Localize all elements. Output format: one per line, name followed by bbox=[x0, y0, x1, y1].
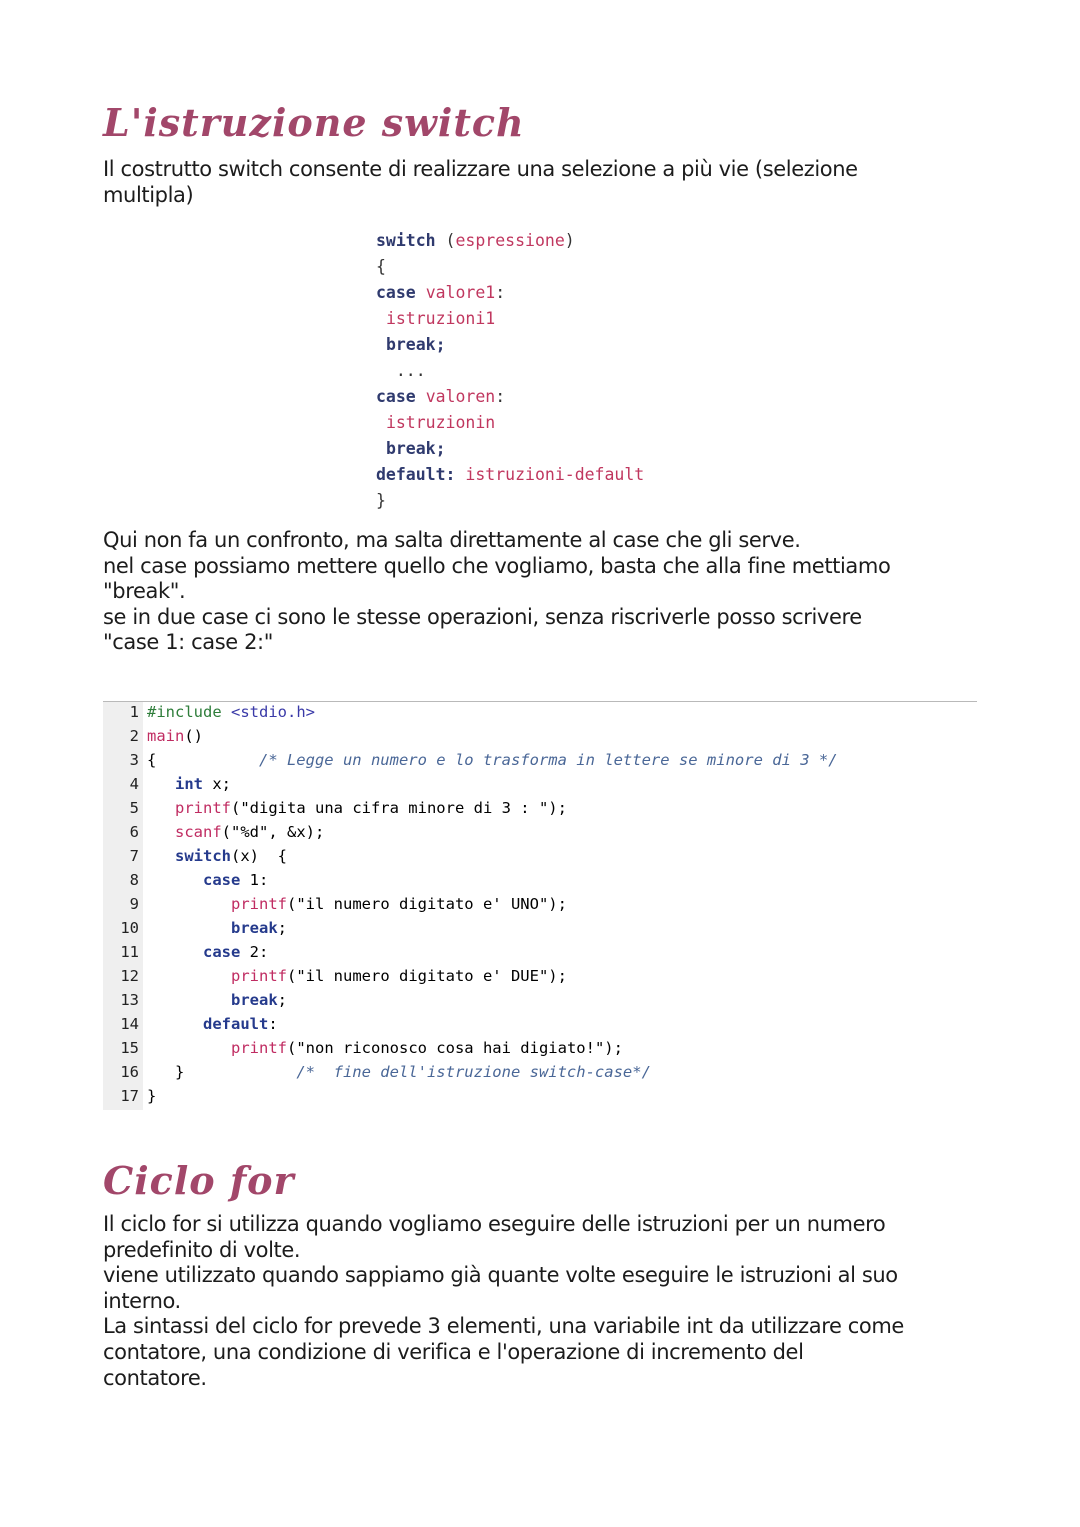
code-line bbox=[103, 823, 324, 847]
code-line bbox=[103, 1039, 623, 1063]
syntax-line: break; bbox=[385, 439, 446, 458]
text-line: se in due case ci sono le stesse operazioni, senza riscriverle posso scrivere bbox=[103, 604, 862, 629]
text-line: contatore. bbox=[103, 1365, 207, 1390]
line-number: 10 bbox=[120, 919, 139, 937]
syntax-line: break; bbox=[385, 335, 446, 354]
code-line bbox=[103, 1015, 278, 1039]
code-line bbox=[103, 1087, 156, 1111]
switch-syntax-block bbox=[376, 228, 644, 514]
text-line: Il costrutto switch consente di realizzare una selezione a più vie (selezione bbox=[103, 157, 858, 181]
code-line bbox=[103, 991, 287, 1015]
line-number: 9 bbox=[129, 895, 139, 913]
line-number: 4 bbox=[129, 775, 139, 793]
code-text: #include <stdio.h> bbox=[147, 703, 315, 721]
line-number: 1 bbox=[129, 703, 139, 721]
line-number: 8 bbox=[129, 871, 139, 889]
text-line: nel case possiamo mettere quello che vogliamo, basta che alla fine mettiamo bbox=[103, 553, 891, 578]
code-line bbox=[103, 871, 268, 895]
text-line: interno. bbox=[103, 1288, 181, 1313]
code-text: } /* fine dell'istruzione switch-case*/ bbox=[147, 1063, 651, 1081]
line-number: 14 bbox=[120, 1015, 139, 1033]
code-text: break; bbox=[231, 991, 288, 1009]
code-line bbox=[103, 943, 268, 967]
code-text: printf("non riconosco cosa hai digiato!"); bbox=[231, 1039, 623, 1057]
syntax-line: istruzioni1 bbox=[385, 309, 496, 328]
line-number: 12 bbox=[120, 967, 139, 985]
code-text: case 1: bbox=[203, 871, 269, 889]
text-line: predefinito di volte. bbox=[103, 1237, 301, 1262]
text-line: Qui non fa un confronto, ma salta direttamente al case che gli serve. bbox=[103, 528, 801, 552]
line-number: 7 bbox=[129, 847, 139, 865]
code-listing bbox=[103, 702, 977, 1110]
code-text: printf("il numero digitato e' DUE"); bbox=[231, 967, 567, 985]
code-line bbox=[103, 751, 838, 775]
syntax-line: case valoren: bbox=[376, 387, 506, 406]
for-loop-paragraph bbox=[103, 1212, 963, 1391]
line-number: 5 bbox=[129, 799, 139, 817]
line-number: 3 bbox=[129, 751, 139, 769]
code-text: switch(x) { bbox=[175, 847, 287, 865]
switch-intro-paragraph bbox=[103, 157, 963, 208]
code-text: } bbox=[147, 1087, 157, 1105]
code-text: int x; bbox=[175, 775, 231, 793]
text-line: La sintassi del ciclo for prevede 3 elementi, una variabile int da utilizzare come bbox=[103, 1314, 904, 1339]
code-text: default: bbox=[203, 1015, 278, 1033]
code-text: break; bbox=[231, 919, 288, 937]
text-line: "break". bbox=[103, 579, 186, 604]
syntax-line: case valore1: bbox=[376, 283, 506, 302]
switch-notes-paragraph bbox=[103, 528, 963, 656]
code-line bbox=[103, 727, 203, 751]
code-text: printf("digita una cifra minore di 3 : "); bbox=[175, 799, 567, 817]
code-text: case 2: bbox=[203, 943, 269, 961]
syntax-line: istruzionin bbox=[385, 413, 496, 432]
section-title-for-loop: Ciclo for bbox=[103, 1158, 295, 1203]
syntax-line: default: istruzioni-default bbox=[376, 465, 645, 484]
line-number: 16 bbox=[120, 1063, 139, 1081]
section-title-switch: L'istruzione switch bbox=[103, 100, 525, 145]
code-line bbox=[103, 703, 315, 727]
code-line bbox=[103, 799, 567, 823]
code-text: { /* Legge un numero e lo trasforma in lettere se minore di 3 */ bbox=[147, 751, 838, 769]
line-number: 11 bbox=[120, 943, 139, 961]
text-line: multipla) bbox=[103, 182, 194, 207]
line-number: 6 bbox=[129, 823, 139, 841]
line-number: 15 bbox=[120, 1039, 139, 1057]
text-line: "case 1: case 2:" bbox=[103, 630, 273, 655]
code-line bbox=[103, 1063, 651, 1087]
code-line bbox=[103, 895, 567, 919]
text-line: Il ciclo for si utilizza quando vogliamo eseguire delle istruzioni per un numero bbox=[103, 1212, 886, 1236]
line-number: 2 bbox=[129, 727, 139, 745]
syntax-line: } bbox=[376, 491, 386, 510]
text-line: viene utilizzato quando sappiamo già quante volte eseguire le istruzioni al suo bbox=[103, 1263, 898, 1288]
syntax-line: { bbox=[376, 257, 386, 276]
syntax-line: ... bbox=[395, 361, 426, 380]
code-text: printf("il numero digitato e' UNO"); bbox=[231, 895, 567, 913]
code-line bbox=[103, 775, 231, 799]
code-line bbox=[103, 919, 287, 943]
line-number: 17 bbox=[120, 1087, 139, 1105]
code-text: main() bbox=[147, 727, 203, 745]
code-line bbox=[103, 967, 567, 991]
text-line: contatore, una condizione di verifica e l'operazione di incremento del bbox=[103, 1339, 804, 1364]
line-number: 13 bbox=[120, 991, 139, 1009]
code-text: scanf("%d", &x); bbox=[175, 823, 325, 841]
code-line bbox=[103, 847, 287, 871]
syntax-line: switch (espressione) bbox=[376, 231, 575, 250]
